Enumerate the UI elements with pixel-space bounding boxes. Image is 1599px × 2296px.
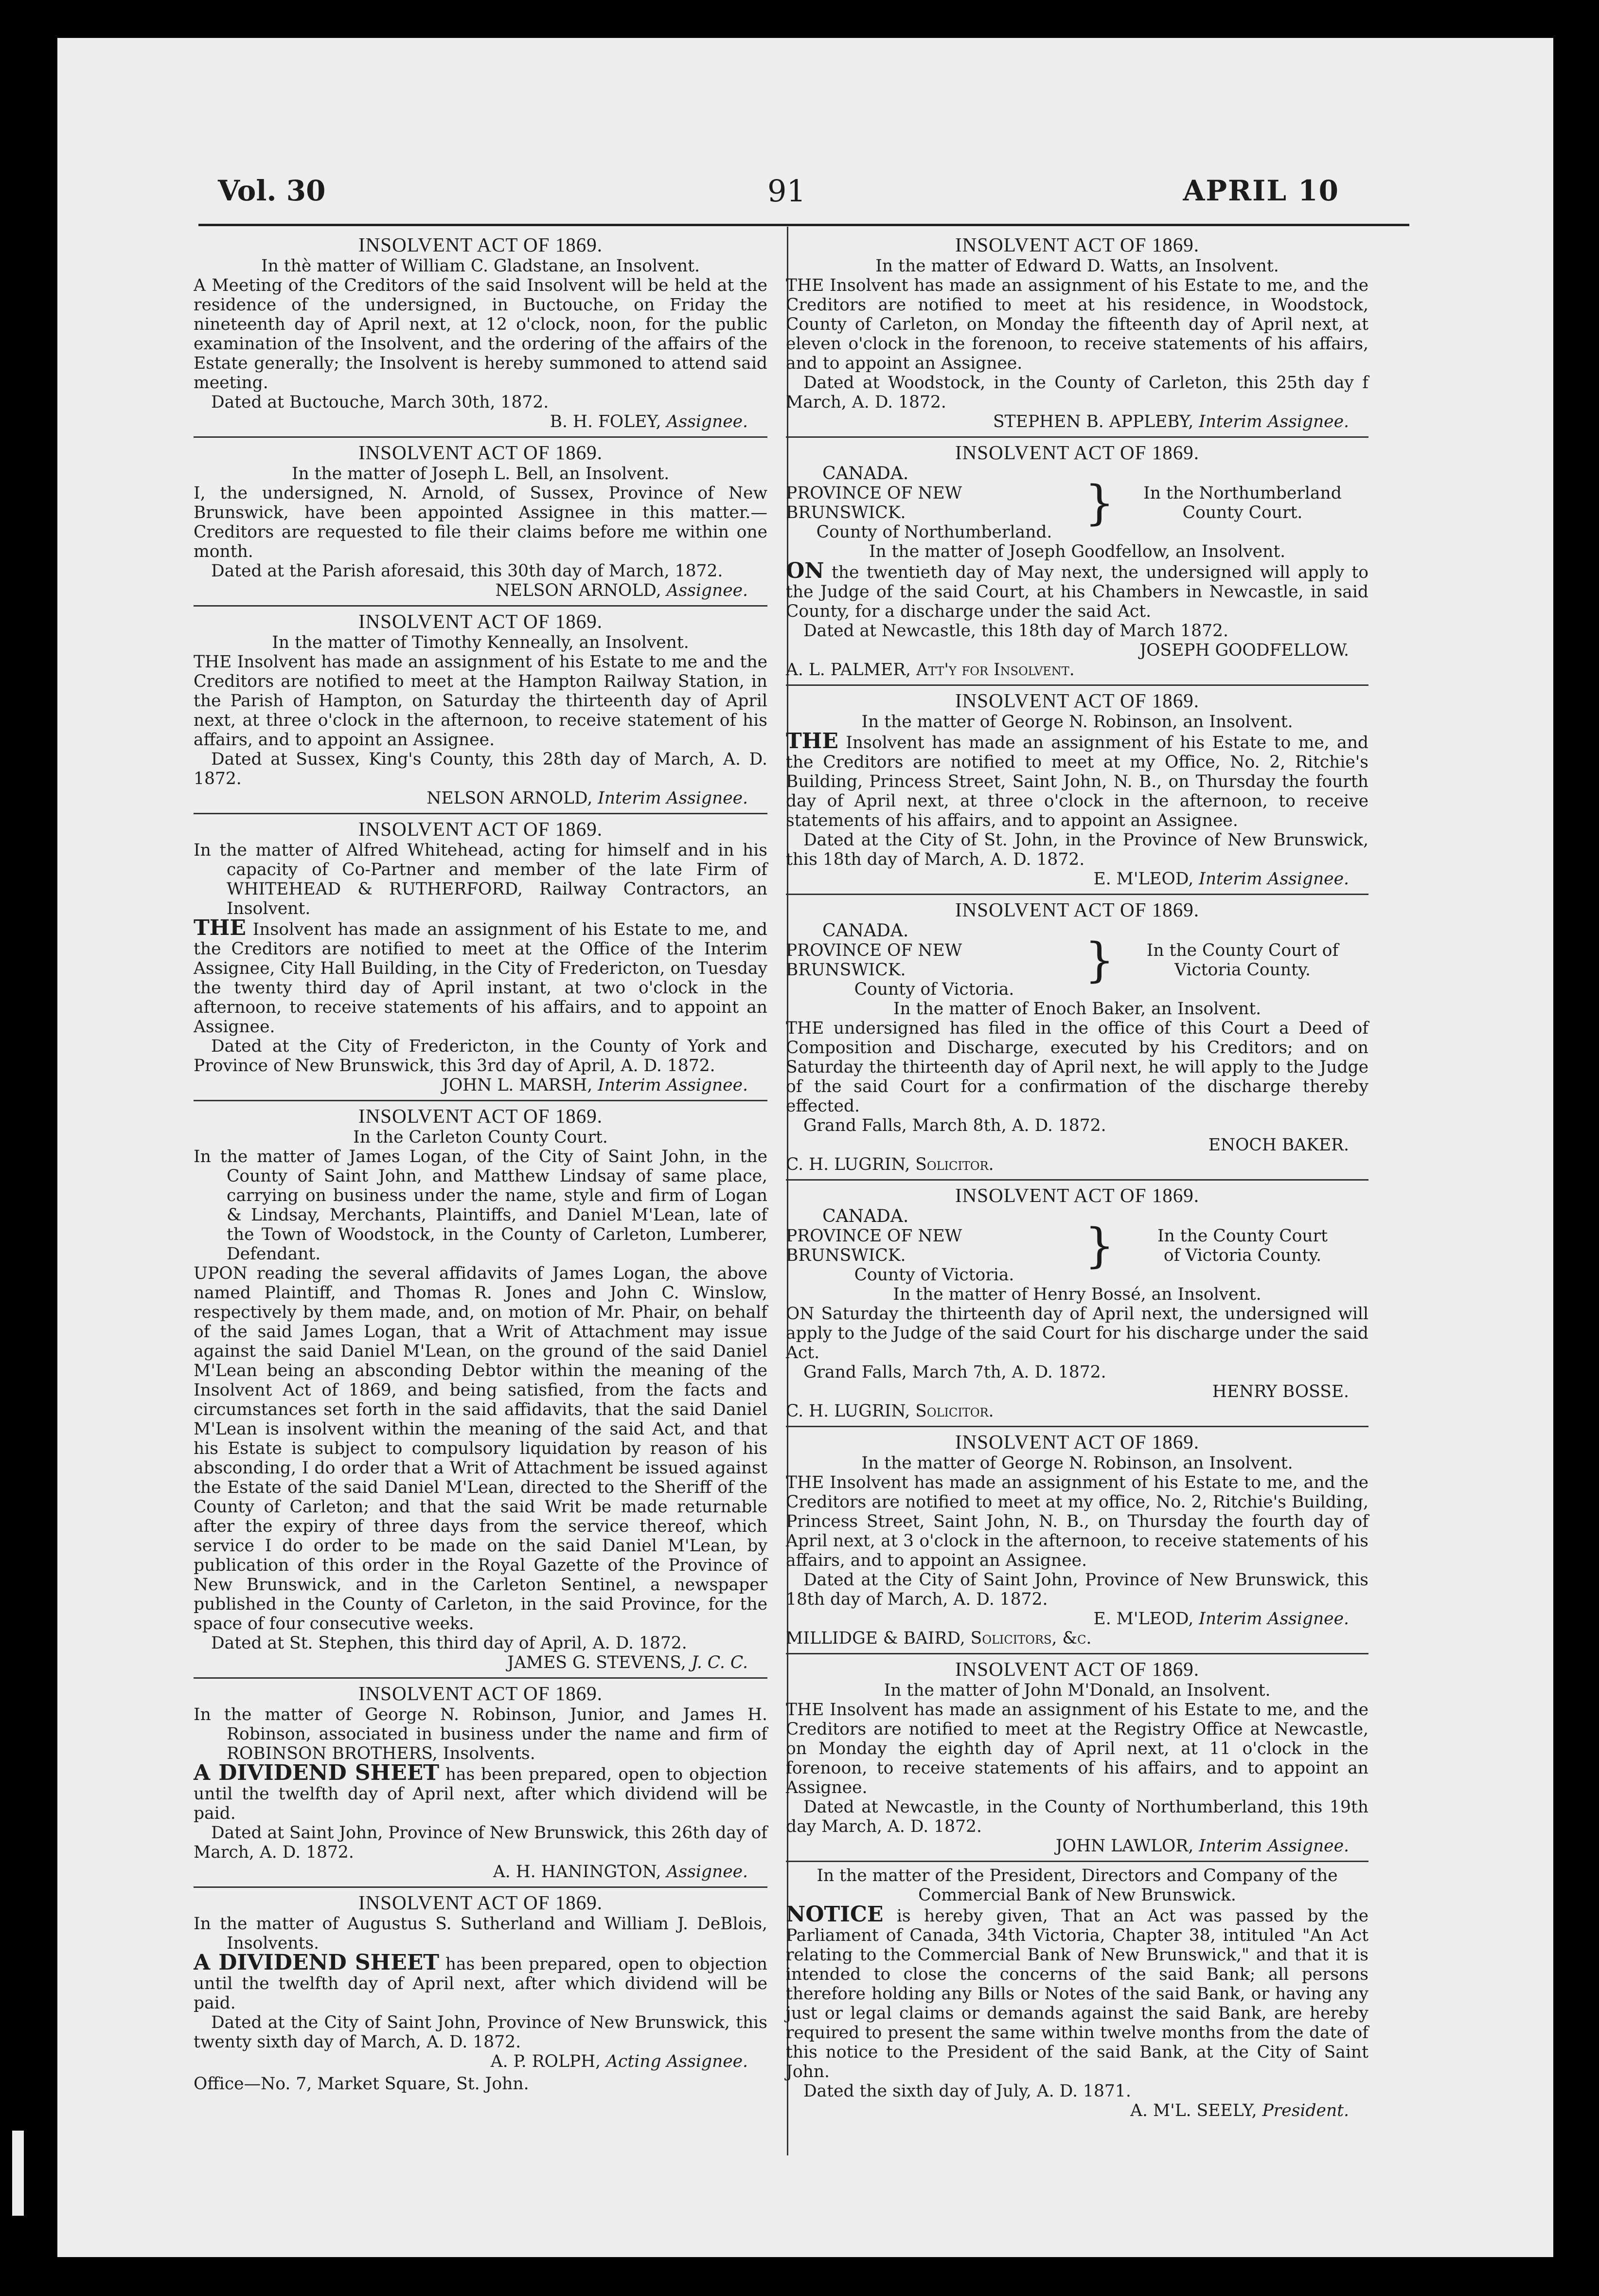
notice-signature — [786, 1836, 1368, 1856]
notice-body — [786, 729, 1369, 830]
canada-label: CANADA. — [822, 1206, 909, 1226]
court-line-2: Victoria County. — [1174, 960, 1311, 980]
notice-body-text: is hereby given, That an Act was passed by the Parliament of Canada, 34th Victoria, Chapter 38, intituled "An Act relating to the Commercial Bank of New Brunswick," and that it is intended to close the concerns of the said Bank; all persons therefore holding any Bills or Notes of the said Bank, or having any just or legal claims or demands against the said Bank, are hereby required to present the same within twelve months from the date of this notice to the President of the said Bank, at the City of Saint John. — [786, 1906, 1368, 2081]
notice-dated: Dated at the City of Saint John, Province of New Brunswick, this twenty sixth day of March, A. D. 1872. — [194, 2013, 767, 2052]
signer-name: JOHN LAWLOR, — [1055, 1836, 1194, 1856]
notice-dated: Dated at the City of Fredericton, in the County of York and Province of New Brunswick, this 3rd day of April, A. D. 1872. — [194, 1037, 767, 1076]
notice-office-address: Office—No. 7, Market Square, St. John. — [194, 2074, 529, 2094]
signer-name: A. P. ROLPH, — [490, 2052, 601, 2071]
court-line-2: of Victoria County. — [1163, 1246, 1322, 1265]
notice-lead-word: A DIVIDEND SHEET — [194, 1950, 440, 1975]
notice-baker — [786, 895, 1368, 1181]
solicitor-line: C. H. LUGRIN, Solicitor. — [786, 1401, 994, 1421]
notice-signature — [194, 2052, 767, 2071]
notice-title: INSOLVENT ACT OF 1869. — [955, 1658, 1199, 1680]
notice-robinson-2 — [786, 1427, 1368, 1654]
notice-dated: Dated at Sussex, King's County, this 28th day of March, A. D. 1872. — [194, 750, 767, 789]
notice-matter: In the matter of George N. Robinson, an Insolvent. — [861, 1453, 1293, 1473]
notice-dated: Dated at the City of St. John, in the Province of New Brunswick, this 18th day of March, A. D. 1872. — [786, 830, 1368, 869]
notice-dated: Dated at Newcastle, this 18th day of March 1872. — [803, 621, 1228, 641]
province-label: PROVINCE OF NEW BRUNSWICK. — [786, 941, 962, 980]
notice-bosse — [786, 1181, 1368, 1427]
solicitor-line: C. H. LUGRIN, Solicitor. — [786, 1155, 994, 1174]
signer-name: JAMES G. STEVENS, — [507, 1653, 686, 1672]
notice-body: A Meeting of the Creditors of the said Insolvent will be held at the residence of the undersigned, in Buctouche, on Friday the nineteenth day of April next, at 12 o'clock, noon, for the public examination of the Insolvent, and the ordering of the affairs of the Estate generally; the Insolvent is hereby summoned to attend said meeting. — [194, 276, 767, 393]
signer-name: JOHN L. MARSH, — [442, 1076, 593, 1095]
notice-signature — [194, 1653, 767, 1672]
notice-body: THE Insolvent has made an assignment of his Estate to me, and the Creditors are notified to meet at his residence, in Woodstock, County of Carleton, on Monday the fifteenth day of April next, at eleven o'clock in the forenoon, to receive statements of his affairs, and to appoint an Assignee. — [786, 276, 1368, 373]
signer-name: JOSEPH GOODFELLOW. — [1139, 641, 1349, 660]
notice-body-text: Insolvent has made an assignment of his Estate to me, and the Creditors are notified to meet at my Office, No. 2, Ritchie's Building, Princess Street, Saint John, N. B., on Thursday the fourth day of April next, at three o'clock in the afternoon, to receive statements of his affairs, and to appoint an Assignee. — [786, 733, 1369, 830]
notice-dated: Dated at St. Stephen, this third day of April, A. D. 1872. — [211, 1633, 687, 1653]
notice-dated: Dated at Saint John, Province of New Brunswick, this 26th day of March, A. D. 1872. — [194, 1823, 767, 1862]
court-heading — [786, 921, 1368, 999]
notice-body: I, the undersigned, N. Arnold, of Sussex, Province of New Brunswick, have been appointed Assignee in this matter.—Creditors are requested to file their claims before me within one month. — [194, 484, 767, 561]
jurisdiction — [786, 921, 1083, 999]
court-heading — [786, 464, 1368, 542]
header-rule — [198, 224, 1409, 226]
notice-title: INSOLVENT ACT OF 1869. — [358, 818, 603, 840]
notice-body: THE Insolvent has made an assignment of his Estate to me, and the Creditors are notified to meet at my office, No. 2, Ritchie's Building, Princess Street, Saint John, N. B., on Thursday the fourth day of April next, at 3 o'clock in the afternoon, to receive statements of his affairs, and to appoint an Assignee. — [786, 1473, 1368, 1570]
signer-role: Interim Assignee. — [1199, 1609, 1349, 1629]
left-column — [194, 230, 767, 2099]
notice-body — [786, 558, 1368, 621]
notice-body — [786, 1902, 1368, 2081]
right-column — [786, 230, 1368, 2125]
issue-date: APRIL 10 — [1183, 174, 1339, 207]
notice-lead-word: THE — [194, 915, 246, 940]
notice-commercial-bank — [786, 1862, 1368, 2125]
signer-role: Interim Assignee. — [598, 1076, 748, 1095]
notice-signature — [786, 1609, 1368, 1629]
notice-matter: In the matter of the President, Directors and Company of the Commercial Bank of New Brunswick. — [817, 1866, 1338, 1905]
notice-signature — [194, 1076, 767, 1095]
notice-dated: Dated at the Parish aforesaid, this 30th day of March, 1872. — [211, 561, 723, 581]
notice-title: INSOLVENT ACT OF 1869. — [955, 1431, 1199, 1453]
notice-whitehead — [194, 814, 767, 1101]
notice-signature — [194, 1862, 767, 1882]
notice-matter: In the matter of Joseph L. Bell, an Insolvent. — [291, 464, 670, 484]
notice-dated: Dated at Buctouche, March 30th, 1872. — [211, 393, 549, 412]
signer-name: NELSON ARNOLD, — [426, 789, 593, 808]
film-edge-tab — [12, 2131, 24, 2216]
notice-signature — [786, 412, 1368, 431]
court-line-1: In the County Court of — [1146, 941, 1339, 960]
notice-body: THE undersigned has filed in the office of this Court a Deed of Composition and Discharge, executed by his Creditors; and on Saturday the thirteenth day of April next, he will apply to the Judge of the said Court for a confirmation of the discharge thereby effected. — [786, 1019, 1368, 1116]
jurisdiction — [786, 1207, 1083, 1285]
notice-matter: In the matter of Enoch Baker, an Insolvent. — [893, 999, 1261, 1019]
notice-title: INSOLVENT ACT OF 1869. — [358, 233, 603, 256]
notice-logan — [194, 1101, 767, 1679]
notice-bell — [194, 438, 767, 607]
page-number: 91 — [767, 173, 806, 209]
notice-body — [194, 915, 767, 1037]
notice-robinson-brothers — [194, 1679, 767, 1888]
notice-body-text: has been prepared, open to objection until the twelfth day of April next, after which dividend will be paid. — [194, 1955, 768, 2013]
signer-name: A. M'L. SEELY, — [1130, 2101, 1257, 2120]
notice-title: INSOLVENT ACT OF 1869. — [955, 898, 1199, 921]
notice-lead-word: NOTICE — [786, 1902, 884, 1927]
canada-label: CANADA. — [822, 464, 909, 484]
signer-role: President. — [1262, 2101, 1349, 2120]
solicitor-line: MILLIDGE & BAIRD, Solicitors, &c. — [786, 1629, 1092, 1648]
notice-signature — [194, 412, 767, 431]
notice-matter: In the matter of George N. Robinson, Junior, and James H. Robinson, associated in business under the name and firm of ROBINSON BROTHERS, Insolvents. — [194, 1705, 767, 1763]
notice-signature — [786, 869, 1368, 889]
court-heading — [786, 1207, 1368, 1285]
notice-signature — [194, 581, 767, 600]
notice-body: THE Insolvent has made an assignment of his Estate to me and the Creditors are notified to meet at the Hampton Railway Station, in the Parish of Hampton, on Saturday the thirteenth day of April next, at three o'clock in the afternoon, to receive statement of his affairs, and to appoint an Assignee. — [194, 652, 767, 750]
notice-dated: Dated at the City of Saint John, Province of New Brunswick, this 18th day of March, A. D. 1872. — [786, 1570, 1368, 1609]
notice-gladstane — [194, 230, 767, 438]
court-name — [1117, 941, 1368, 980]
county-label: County of Northumberland. — [816, 522, 1052, 542]
notice-matter: In thè matter of William C. Gladstane, an Insolvent. — [261, 256, 700, 276]
notice-title: INSOLVENT ACT OF 1869. — [955, 1184, 1199, 1206]
notice-mcdonald — [786, 1654, 1368, 1862]
signer-role: Assignee. — [666, 412, 748, 431]
province-label: PROVINCE OF NEW BRUNSWICK. — [786, 1226, 962, 1265]
court-line-1: In the County Court — [1157, 1226, 1328, 1246]
notice-matter: In the matter of Henry Bossé, an Insolvent. — [893, 1285, 1261, 1304]
notice-dated: Grand Falls, March 7th, A. D. 1872. — [803, 1363, 1106, 1382]
notice-matter: In the matter of Alfred Whitehead, acting for himself and in his capacity of Co-Partner and member of the late Firm of WHITEHEAD & RUTHERFORD, Railway Contractors, an Insolvent. — [194, 841, 767, 918]
signer-name: STEPHEN B. APPLEBY, — [993, 412, 1194, 431]
notice-watts — [786, 230, 1368, 438]
signer-name: NELSON ARNOLD, — [495, 581, 661, 600]
canada-label: CANADA. — [822, 921, 909, 941]
notice-title: INSOLVENT ACT OF 1869. — [358, 1105, 603, 1127]
notice-dated: Dated the sixth day of July, A. D. 1871. — [803, 2081, 1131, 2101]
county-label: County of Victoria. — [854, 980, 1014, 999]
county-label: County of Victoria. — [854, 1265, 1014, 1285]
notice-matter: In the matter of Timothy Kenneally, an Insolvent. — [272, 633, 689, 652]
notice-kenneally — [194, 607, 767, 814]
brace-glyph: } — [1084, 1219, 1115, 1273]
notice-sutherland — [194, 1888, 767, 2099]
gazette-page — [57, 38, 1553, 2257]
notice-matter: In the matter of John M'Donald, an Insolvent. — [884, 1681, 1271, 1700]
court-line-1: In the Northumberland — [1143, 484, 1342, 503]
notice-body: UPON reading the several affidavits of James Logan, the above named Plaintiff, and Thomas R. Jones and John C. Winslow, respectively by them made, and, on motion of Mr. Phair, on behalf of the said James Logan, that a Writ of Attachment may issue against the said Daniel M'Lean, on the ground of the said Daniel M'Lean being an absconding Debtor within the meaning of the Insolvent Act of 1869, and being satisfied, from the facts and circumstances set forth in the said affidavits, that the said Daniel M'Lean is insolvent within the meaning of the said Act, and that his Estate is subject to compulsory liquidation by reason of his absconding, I do order that a Writ of Attachment be issued against the Estate of the said Daniel M'Lean, directed to the Sheriff of the County of Carleton; and that the said Writ be made returnable after the expiry of three days from the service thereof, which service I do order to be made on the said Daniel M'Lean, by publication of this order in the Royal Gazette of the Province of New Brunswick, and in the Carleton Sentinel, a newspaper published in the County of Carleton, in the said Province, for the space of four consecutive weeks. — [194, 1264, 767, 1633]
signer-role: Interim Assignee. — [1199, 412, 1349, 431]
signer-role: Assignee. — [666, 581, 748, 600]
notice-matter: In the matter of Edward D. Watts, an Insolvent. — [875, 256, 1279, 276]
notice-body-text: Insolvent has made an assignment of his Estate to me, and the Creditors are notified to meet at the Office of the Interim Assignee, City Hall Building, in the City of Fredericton, on Tuesday the twenty third day of April instant, at two o'clock in the afternoon, to receive statements of his affairs, and to appoint an Assignee. — [194, 920, 767, 1037]
notice-title: INSOLVENT ACT OF 1869. — [955, 441, 1199, 464]
signer-role: J. C. C. — [691, 1653, 748, 1672]
notice-court: In the Carleton County Court. — [353, 1128, 608, 1147]
notice-title: INSOLVENT ACT OF 1869. — [358, 610, 603, 632]
signer-name: HENRY BOSSE. — [1212, 1382, 1349, 1401]
notice-matter: In the matter of James Logan, of the City of Saint John, in the County of Saint John, and Matthew Lindsay of same place, carrying on business under the name, style and firm of Logan & Lindsay, Merchants, Plaintiffs, and Daniel M'Lean, late of the Town of Woodstock, in the County of Carleton, Lumberer, Defendant. — [194, 1147, 767, 1264]
jurisdiction — [786, 464, 1083, 542]
notice-lead-word: A DIVIDEND SHEET — [194, 1760, 440, 1785]
page-header — [57, 168, 1553, 222]
notice-matter: In the matter of Augustus S. Sutherland and William J. DeBlois, Insolvents. — [194, 1914, 767, 1953]
signer-name: A. H. HANINGTON, — [493, 1862, 661, 1882]
notice-signature — [194, 789, 767, 808]
court-name — [1117, 484, 1368, 522]
signer-role: Interim Assignee. — [598, 789, 748, 808]
signer-role: Acting Assignee. — [606, 2052, 748, 2071]
volume-label: Vol. 30 — [218, 174, 326, 207]
notice-dated: Dated at Woodstock, in the County of Carleton, this 25th day f March, A. D. 1872. — [786, 373, 1368, 412]
signer-name: B. H. FOLEY, — [550, 412, 661, 431]
notice-title: INSOLVENT ACT OF 1869. — [955, 689, 1199, 712]
notice-matter: In the matter of George N. Robinson, an Insolvent. — [861, 712, 1293, 732]
notice-title: INSOLVENT ACT OF 1869. — [358, 441, 603, 464]
notice-title: INSOLVENT ACT OF 1869. — [358, 1891, 603, 1914]
brace-glyph: } — [1084, 476, 1115, 530]
notice-body-text: has been prepared, open to objection until the twelfth day of April next, after which dividend will be paid. — [194, 1765, 768, 1823]
brace-glyph: } — [1084, 933, 1115, 987]
notice-body — [194, 1760, 768, 1823]
notice-body — [194, 1950, 768, 2013]
notice-dated: Dated at Newcastle, in the County of Northumberland, this 19th day March, A. D. 1872. — [786, 1797, 1368, 1836]
province-label: PROVINCE OF NEW BRUNSWICK. — [786, 484, 962, 522]
court-line-2: County Court. — [1182, 503, 1303, 522]
signer-role: Assignee. — [666, 1862, 748, 1882]
notice-signature — [786, 2101, 1368, 2120]
notice-body: ON Saturday the thirteenth day of April next, the undersigned will apply to the Judge of the said Court for his discharge under the said Act. — [786, 1304, 1368, 1363]
court-name — [1117, 1226, 1368, 1265]
attorney-line: A. L. PALMER, Att'y for Insolvent. — [786, 660, 1075, 680]
notice-robinson-1 — [786, 686, 1368, 895]
notice-body: THE Insolvent has made an assignment of his Estate to me, and the Creditors are notified to meet at the Registry Office at Newcastle, on Monday the eighth day of April next, at 11 o'clock in the forenoon, to receive statements of his affairs, and to appoint an Assignee. — [786, 1700, 1368, 1797]
signer-name: E. M'LEOD, — [1093, 869, 1194, 889]
notice-lead-word: THE — [786, 729, 838, 753]
signer-name: ENOCH BAKER. — [1208, 1135, 1349, 1155]
notice-title: INSOLVENT ACT OF 1869. — [358, 1682, 603, 1704]
notice-lead-word: ON — [786, 558, 824, 583]
notice-matter: In the matter of Joseph Goodfellow, an Insolvent. — [869, 542, 1286, 561]
signer-role: Interim Assignee. — [1199, 1836, 1349, 1856]
notice-title: INSOLVENT ACT OF 1869. — [955, 233, 1199, 256]
signer-role: Interim Assignee. — [1199, 869, 1349, 889]
notice-goodfellow — [786, 438, 1368, 686]
notice-dated: Grand Falls, March 8th, A. D. 1872. — [803, 1116, 1106, 1135]
signer-name: E. M'LEOD, — [1093, 1609, 1194, 1629]
notice-body-text: the twentieth day of May next, the undersigned will apply to the Judge of the said Court, at his Chambers in Newcastle, in said County, for a discharge under the said Act. — [786, 563, 1368, 621]
